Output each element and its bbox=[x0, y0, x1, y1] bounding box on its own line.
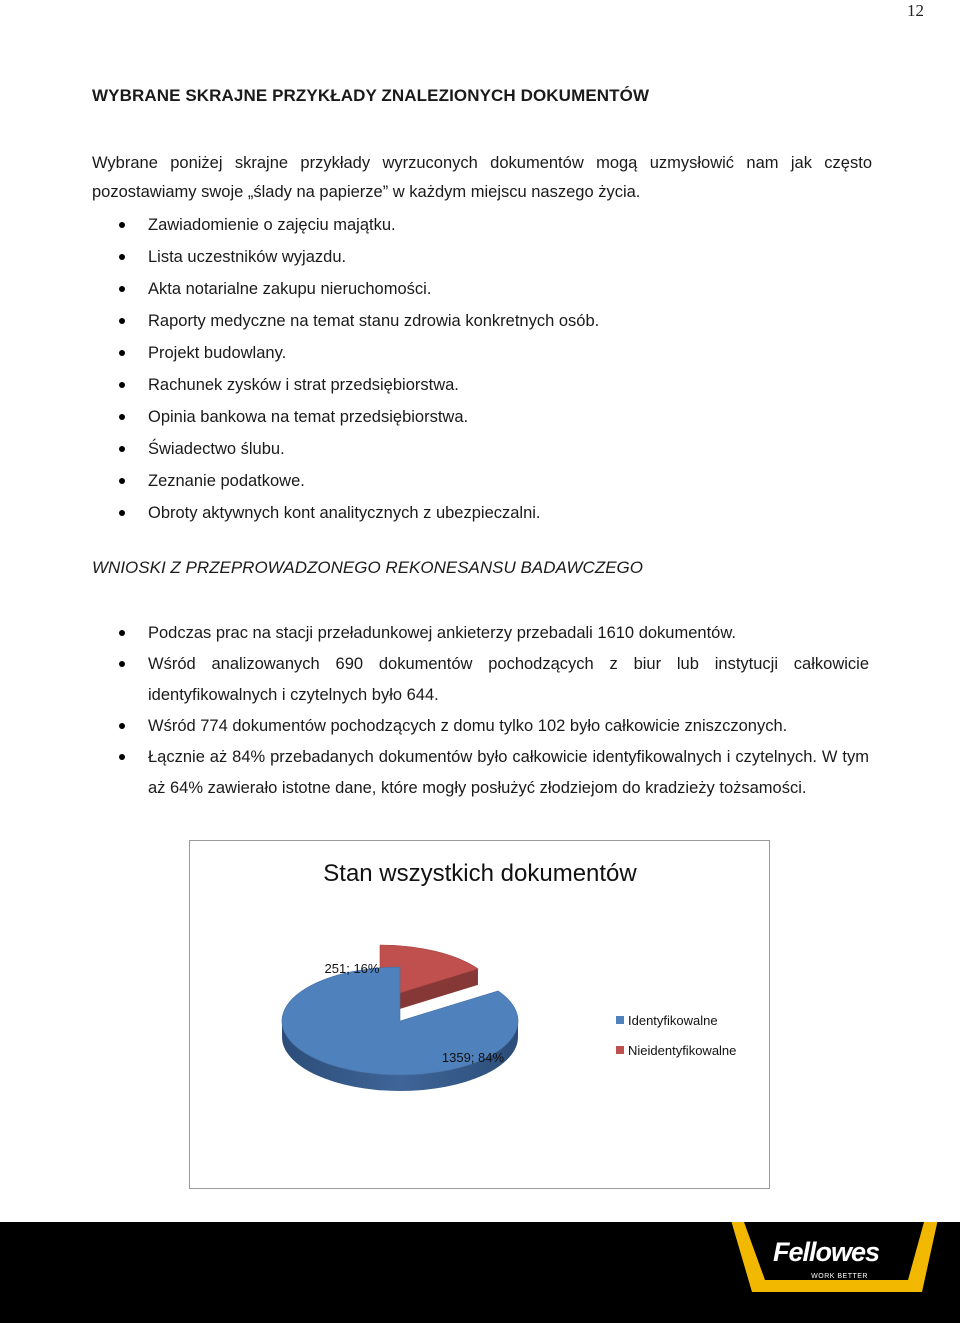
legend-swatch bbox=[616, 1016, 624, 1024]
list-item: Raporty medyczne na temat stanu zdrowia konkretnych osób. bbox=[92, 305, 872, 337]
data-label: 1359; 84% bbox=[441, 1050, 505, 1065]
pie-chart bbox=[189, 840, 770, 1189]
list-item: Podczas prac na stacji przeładunkowej ankieterzy przebadali 1610 dokumentów. bbox=[92, 618, 869, 649]
examples-list bbox=[92, 209, 872, 529]
page-number: 12 bbox=[907, 1, 924, 20]
pie-chart-svg bbox=[190, 841, 771, 1190]
logo-tagline: WORK BETTER bbox=[811, 1273, 868, 1280]
list-item: Zawiadomienie o zajęciu majątku. bbox=[92, 209, 872, 241]
list-item: Wśród analizowanych 690 dokumentów pochodzących z biur lub instytucji całkowicie identyfikowalnych i czytelnych było 644. bbox=[92, 649, 869, 711]
list-item: Zeznanie podatkowe. bbox=[92, 465, 872, 497]
footer-bar bbox=[0, 1222, 960, 1323]
legend-swatch bbox=[616, 1046, 624, 1054]
list-item: Łącznie aż 84% przebadanych dokumentów było całkowicie identyfikowalnych i czytelnych. W tym aż 64% zawierało istotne dane, które mogły posłużyć złodziejom do kradzieży tożsamości. bbox=[92, 742, 869, 804]
conclusions-heading: WNIOSKI Z PRZEPROWADZONEGO REKONESANSU BADAWCZEGO bbox=[92, 558, 643, 577]
intro-paragraph: Wybrane poniżej skrajne przykłady wyrzuconych dokumentów mogą uzmysłowić nam jak często pozostawiamy swoje „ślady na papierze” w każdym miejscu naszego życia. bbox=[92, 154, 872, 201]
data-label: 251; 16% bbox=[324, 961, 380, 976]
logo-brand: Fellowes bbox=[772, 1237, 880, 1267]
list-item: Opinia bankowa na temat przedsiębiorstwa. bbox=[92, 401, 872, 433]
legend-label: Identyfikowalne bbox=[628, 1013, 718, 1028]
list-item: Wśród 774 dokumentów pochodzących z domu tylko 102 było całkowicie zniszczonych. bbox=[92, 711, 869, 742]
list-item: Obroty aktywnych kont analitycznych z ubezpieczalni. bbox=[92, 497, 872, 529]
chart-title: Stan wszystkich dokumentów bbox=[323, 860, 637, 887]
list-item: Świadectwo ślubu. bbox=[92, 433, 872, 465]
list-item: Lista uczestników wyjazdu. bbox=[92, 241, 872, 273]
list-item: Rachunek zysków i strat przedsiębiorstwa. bbox=[92, 369, 872, 401]
fellowes-logo bbox=[0, 1222, 960, 1323]
list-item: Projekt budowlany. bbox=[92, 337, 872, 369]
list-item: Akta notarialne zakupu nieruchomości. bbox=[92, 273, 872, 305]
section-heading: WYBRANE SKRAJNE PRZYKŁADY ZNALEZIONYCH DOKUMENTÓW bbox=[92, 86, 650, 105]
conclusions-list bbox=[92, 618, 869, 804]
legend-label: Nieidentyfikowalne bbox=[628, 1043, 737, 1058]
